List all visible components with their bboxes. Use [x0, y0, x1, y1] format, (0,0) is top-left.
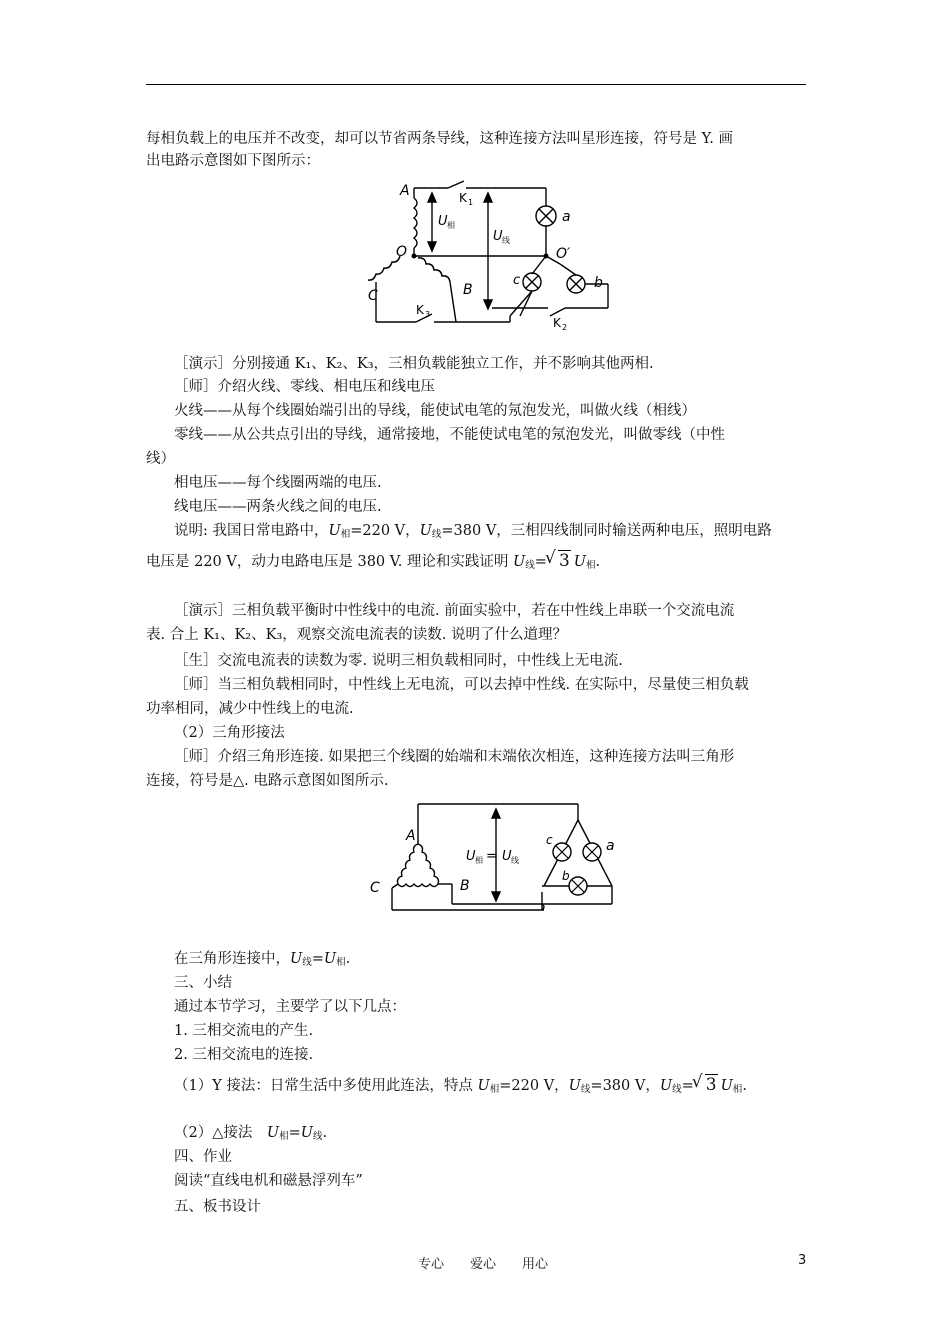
label-C: C	[370, 880, 380, 896]
text-run: .	[595, 554, 601, 570]
text-line: 线）	[146, 451, 175, 467]
text-run: （1）Y 接法：日常生活中多使用此连法，特点	[174, 1078, 478, 1094]
math-sub: 相	[340, 529, 351, 540]
text-line: 表. 合上 K₁、K₂、K₃，观察交流电流表的读数. 说明了什么道理？	[146, 627, 567, 643]
sqrt-three	[547, 550, 571, 572]
text-run: 在三角形连接中，	[174, 951, 290, 967]
text-line: 相电压——每个线圈两端的电压.	[174, 475, 382, 491]
text-line	[146, 550, 600, 577]
text-line: 出电路示意图如下图所示：	[146, 153, 320, 169]
math-sub: 线	[431, 529, 442, 540]
sqrt-three	[694, 1074, 718, 1096]
label-B: B	[463, 282, 473, 298]
math-sub: 线	[525, 560, 535, 571]
math-U: U	[266, 1125, 280, 1141]
label-A: A	[400, 183, 410, 199]
text-run: 电压是 220 V，动力电路电压是 380 V. 理论和实践证明	[146, 554, 514, 570]
label-A: A	[406, 828, 416, 844]
math-sub: 线	[313, 1131, 323, 1142]
text-run: =	[534, 554, 547, 570]
math-sub: 线	[672, 1084, 682, 1095]
math-sub: 相	[336, 957, 346, 968]
math-U: U	[573, 554, 586, 570]
label-U-phase-sub: 相	[475, 856, 483, 865]
text-line: 通过本节学习，主要学了以下几点：	[174, 999, 406, 1015]
math-U: U	[323, 951, 337, 967]
math-U: U	[300, 1125, 314, 1141]
text-line	[174, 1074, 747, 1101]
math-U: U	[568, 1078, 581, 1094]
label-C: C	[368, 288, 378, 304]
page-number: 3	[798, 1253, 807, 1268]
label-a: a	[562, 209, 571, 225]
text-run: .	[322, 1125, 328, 1141]
label-U-line-sub: 线	[511, 856, 519, 865]
math-sub: 相	[586, 560, 596, 571]
label-U-line-sub: 线	[502, 236, 510, 245]
text-line: ［师］当三相负载相同时，中性线上无电流，可以去掉中性线. 在实际中，尽量使三相负载	[174, 677, 749, 693]
text-line: ［师］介绍火线、零线、相电压和线电压	[174, 379, 435, 395]
label-b: b	[562, 869, 570, 883]
delta-connection-diagram	[366, 800, 626, 932]
text-run: =	[288, 1125, 301, 1141]
label-U-line: U	[493, 229, 503, 244]
math-U: U	[290, 951, 303, 967]
text-line: 连接，符号是△. 电路示意图如图所示.	[146, 773, 389, 789]
text-run: .	[345, 951, 351, 967]
text-line: 零线——从公共点引出的导线，通常接地，不能使试电笔的氖泡发光，叫做零线（中性	[174, 427, 725, 443]
label-B: B	[460, 878, 470, 894]
text-run: =380 V，	[590, 1078, 660, 1094]
star-connection-diagram	[360, 176, 620, 334]
label-equals: =	[486, 849, 497, 864]
text-line: 1. 三相交流电的产生.	[174, 1023, 314, 1039]
text-run: 说明: 我国日常电路中，	[174, 523, 329, 539]
text-line: ［生］交流电流表的读数为零. 说明三相负载相同时，中性线上无电流.	[174, 653, 623, 669]
math-sub: 相	[279, 1131, 289, 1142]
text-line: 2. 三相交流电的连接.	[174, 1047, 314, 1063]
text-line: 功率相同，减少中性线上的电流.	[146, 701, 354, 717]
label-K1: K	[459, 191, 467, 205]
label-K1-sub: 1	[468, 198, 474, 207]
math-U: U	[477, 1078, 490, 1094]
sqrt-radicand: 3	[558, 551, 570, 571]
text-line: 线电压——两条火线之间的电压.	[174, 499, 382, 515]
text-run: =220 V，	[350, 523, 420, 539]
label-c: c	[513, 273, 521, 288]
text-run: =	[681, 1078, 694, 1094]
math-U: U	[720, 1078, 733, 1094]
math-U: U	[659, 1078, 673, 1094]
text-line: 每相负载上的电压并不改变，却可以节省两条导线，这种连接方法叫星形连接，符号是 Y. 画	[146, 131, 734, 147]
text-line: 火线——从每个线圈始端引出的导线，能使试电笔的氖泡发光，叫做火线（相线）	[174, 403, 696, 419]
math-sub: 相	[489, 1084, 500, 1095]
footer-motto: 专心 爱心 用心	[418, 1257, 549, 1272]
label-b: b	[594, 275, 603, 291]
text-line: ［演示］三相负载平衡时中性线中的电流. 前面实验中，若在中性线上串联一个交流电流	[174, 603, 735, 619]
text-line: ［演示］分别接通 K₁、K₂、K₃，三相负载能独立工作，并不影响其他两相.	[174, 356, 654, 372]
label-K3: K	[416, 303, 424, 317]
math-sub: 线	[302, 957, 312, 968]
math-U: U	[419, 523, 432, 539]
label-K3-sub: 3	[425, 310, 431, 319]
text-line	[174, 520, 772, 546]
label-c: c	[546, 833, 553, 847]
header-rule	[146, 84, 806, 85]
label-U-phase-sub: 相	[447, 221, 455, 230]
text-run: =380 V，三相四线制同时输送两种电压，照明电路	[441, 523, 772, 539]
text-line: （2）三角形接法	[174, 725, 285, 741]
text-line	[174, 948, 350, 974]
label-K2: K	[553, 316, 561, 330]
text-line	[174, 1122, 327, 1148]
math-U: U	[328, 523, 341, 539]
section-heading: 四、作业	[174, 1149, 232, 1165]
label-U-phase: U	[466, 849, 476, 864]
label-K2-sub: 2	[562, 323, 568, 332]
sqrt-radicand: 3	[705, 1075, 717, 1095]
text-line: ［师］介绍三角形连接. 如果把三个线圈的始端和末端依次相连，这种连接方法叫三角形	[174, 749, 735, 765]
label-a: a	[606, 838, 615, 854]
label-O-prime: O′	[556, 246, 571, 262]
text-run: =	[311, 951, 324, 967]
text-run: =220 V，	[499, 1078, 569, 1094]
label-U-line: U	[502, 849, 512, 864]
text-run: （2）△接法	[174, 1125, 267, 1141]
label-U-phase: U	[438, 214, 448, 229]
math-U: U	[513, 554, 526, 570]
math-sub: 线	[580, 1084, 591, 1095]
section-heading: 三、小结	[174, 975, 232, 991]
text-run: .	[742, 1078, 747, 1094]
text-line: 阅读“直线电机和磁悬浮列车”	[174, 1173, 363, 1189]
label-O: O	[396, 244, 408, 260]
math-sub: 相	[732, 1084, 743, 1095]
section-heading: 五、板书设计	[174, 1199, 261, 1215]
